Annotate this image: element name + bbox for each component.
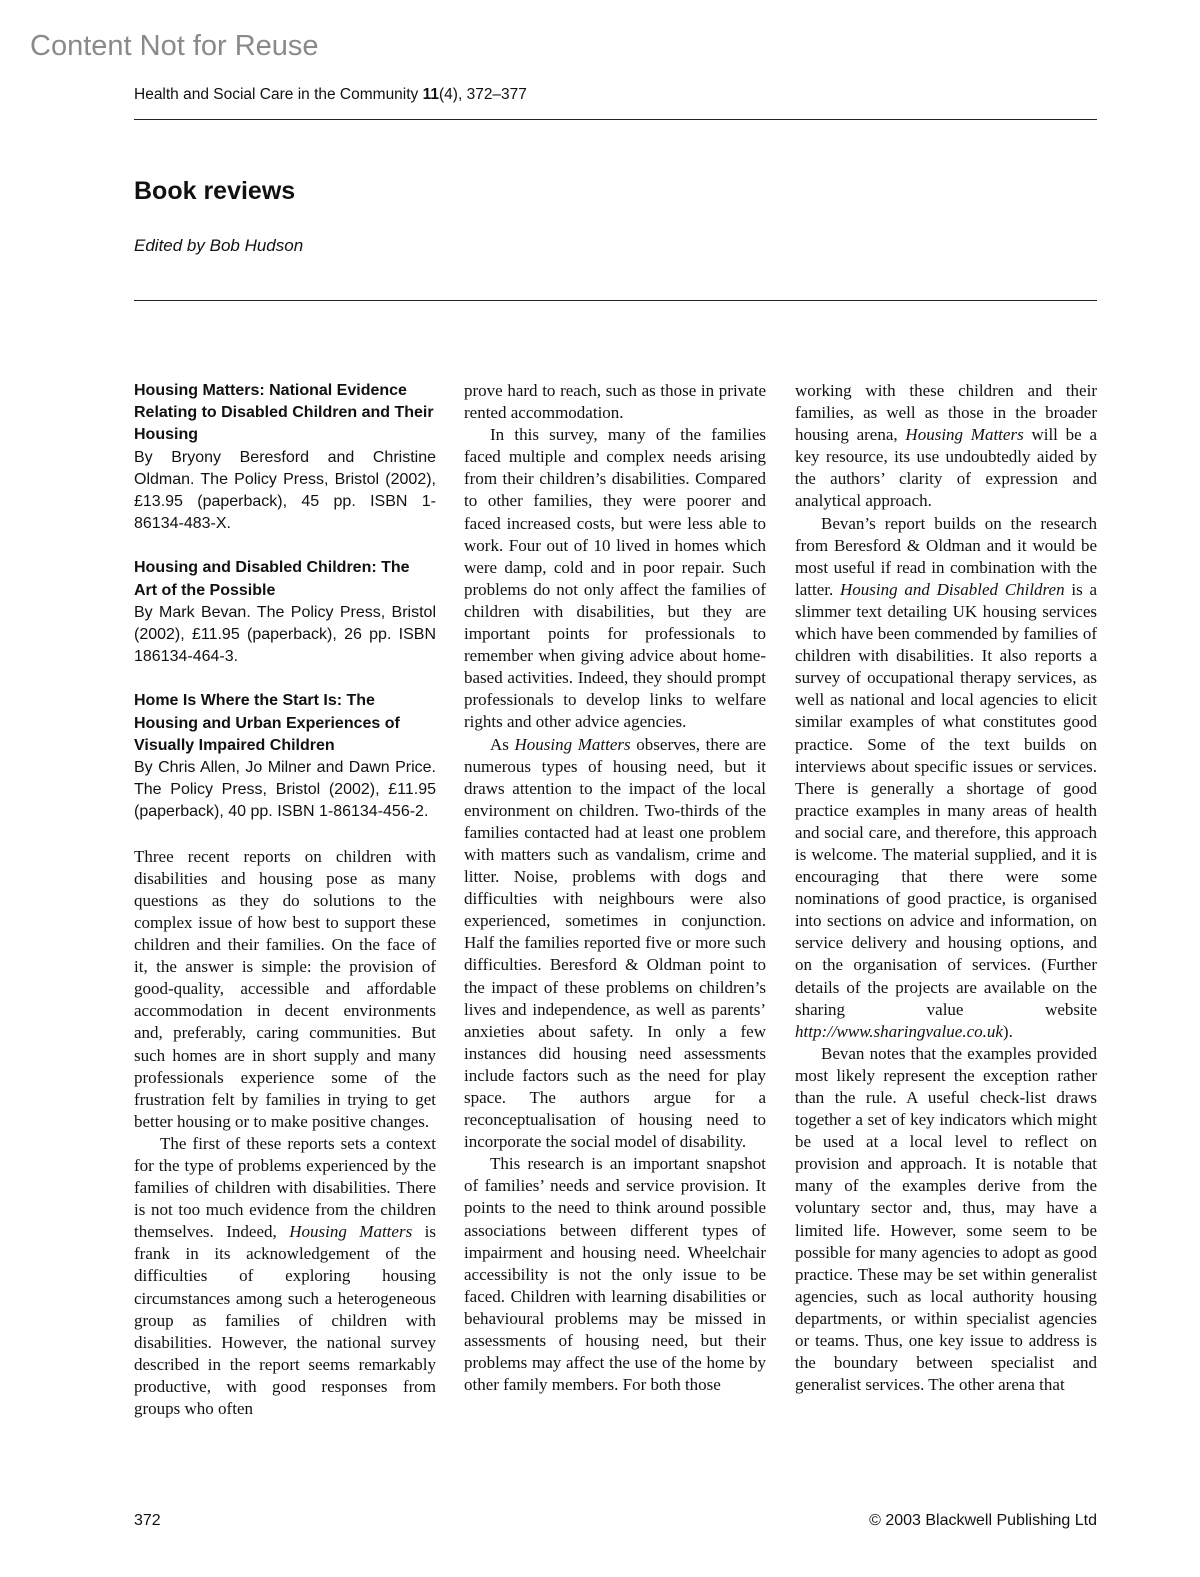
body-paragraph: Bevan notes that the examples provided most likely represent the exception rather than the rule. A useful check-list draws together a set of key indicators which might be used at a local level to reflect on provision and approach. It is notable that many of the examples derive from the voluntary sector and, thus, may have a limited life. However, some seem to be possible for many agencies to adopt as good practice. These may be set within generalist agencies, such as local authority housing departments, or within specialist agencies or teams. Thus, one key issue to address is the boundary between specialist and generalist services. The other arena that xyxy=(795,1043,1097,1395)
book-title-ref: Housing Matters xyxy=(289,1222,413,1242)
book-details: By Chris Allen, Jo Milner and Dawn Price. The Policy Press, Bristol (2002), £11.95 (paperback), 40 pp. ISBN 1-86134-456-2. xyxy=(134,759,436,821)
journal-name: Health and Social Care in the Community xyxy=(134,86,419,103)
text-run: ). xyxy=(1002,1021,1013,1041)
book-title-ref: Housing Matters xyxy=(514,734,631,754)
journal-volume: 11 xyxy=(422,86,440,103)
text-run: observes, there are numerous types of housing need, but it draws attention to the impact of the local environment on children. Two-thirds of the families contacted had at least one problem with matters such as vandalism, crime and litter. Noise, problems with dogs and difficulties with neighbours were also experienced, sometimes in conjunction. Half the families reported five or more such difficulties. Beresford & Oldman point to the impact of these problems on children’s lives and independence, as well as parents’ anxieties about safety. In only a few instances did housing need assessments include factors such as the need for play space. The authors argue for a reconceptualisation of housing need to incorporate the social model of disability. xyxy=(464,734,766,1152)
book-title: Home Is Where the Start Is: The Housing and Urban Experiences of Visually Impaired Children xyxy=(134,692,400,754)
copyright: © 2003 Blackwell Publishing Ltd xyxy=(869,1512,1097,1529)
text-run: The first of these reports sets a context for the type of problems experienced by the families of children with disabilities. There is not too much evidence from the children themselves. Indeed, xyxy=(134,1133,436,1242)
book-title-ref: Housing and Disabled Children xyxy=(840,579,1065,599)
page-number: 372 xyxy=(134,1512,161,1529)
book-entry xyxy=(134,690,436,823)
book-title: Housing Matters: National Evidence Relating to Disabled Children and Their Housing xyxy=(134,382,434,444)
body-paragraph: In this survey, many of the families faced multiple and complex needs arising from their children’s disabilities. Compared to other families, they were poorer and faced increased costs, but were less able to work. Four out of 10 lived in homes which were damp, cold and in poor repair. Such problems do not only affect the families of children with disabilities, but they are important points for professionals to remember when giving advice about home-based activities. Indeed, they should prompt professionals to develop links to welfare rights and other advice agencies. xyxy=(464,425,766,732)
text-run: Bevan’s report builds on the research from Beresford & Oldman and it would be most useful if read in combination with the latter. xyxy=(795,513,1097,599)
section-rule xyxy=(134,300,1097,301)
column-2 xyxy=(464,380,766,1396)
text-run: is frank in its acknowledgement of the difficulties of exploring housing circumstances among such a heterogeneous group as families of children with disabilities. However, the national survey described in the report seems remarkably productive, with good responses from groups who often xyxy=(134,1222,436,1418)
text-run: working with these children and their families, as well as those in the broader housing arena, xyxy=(795,381,1097,445)
watermark: Content Not for Reuse xyxy=(30,30,319,62)
text-run: As xyxy=(490,734,515,754)
body-paragraph xyxy=(464,734,766,1154)
book-details: By Bryony Beresford and Christine Oldman. The Policy Press, Bristol (2002), £13.95 (paperback), 45 pp. ISBN 1-86134-483-X. xyxy=(134,448,436,533)
text-run: is a slimmer text detailing UK housing services which have been commended by families of children with disabilities. It also reports a survey of occupational therapy services, as well as national and local agencies to elicit similar examples of what constitutes good practice. Some of the text builds on interviews about specific issues or services. There is generally a shortage of good practice examples in many areas of health and social care, and therefore, this approach is welcome. The material supplied, and it is encouraging that there were some nominations of good practice, is organised into sections on advice and information, on service delivery and housing options, and on the organisation of services. (Further details of the projects are available on the sharing value website xyxy=(795,579,1097,1019)
book-entry xyxy=(134,557,436,668)
book-entry xyxy=(134,380,436,535)
header-rule xyxy=(134,119,1097,120)
book-title-ref: Housing Matters xyxy=(905,425,1024,445)
journal-header xyxy=(134,86,527,104)
body-paragraph: This research is an important snapshot of families’ needs and service provision. It points to the need to think around possible associations between different types of impairment and housing need. Wheelchair accessibility is not the only issue to be faced. Children with learning disabilities or behavioural problems may be missed in assessments of housing need, but their problems may affect the use of the home by other family members. For both those xyxy=(464,1154,766,1395)
book-title: Housing and Disabled Children: The Art of the Possible xyxy=(134,559,410,599)
section-editor: Edited by Bob Hudson xyxy=(134,236,304,255)
journal-issue-pages: (4), 372–377 xyxy=(439,86,527,103)
body-paragraph xyxy=(795,380,1097,513)
website-url: http://www.sharingvalue.co.uk xyxy=(795,1021,1003,1041)
body-paragraph: prove hard to reach, such as those in private rented accommodation. xyxy=(464,381,766,423)
section-title: Book reviews xyxy=(134,177,296,205)
body-paragraph xyxy=(134,1133,436,1420)
body-paragraph xyxy=(795,513,1097,1043)
text-run: will be a key resource, its use undoubtedly aided by the authors’ clarity of expression and analytical approach. xyxy=(795,425,1098,511)
book-details: By Mark Bevan. The Policy Press, Bristol (2002), £11.95 (paperback), 26 pp. ISBN 186134-464-3. xyxy=(134,603,436,666)
column-1 xyxy=(134,380,436,1420)
body-paragraph: Three recent reports on children with disabilities and housing pose as many questions as they do solutions to the complex issue of how best to support these children and their families. On the face of it, the answer is simple: the provision of good-quality, accessible and affordable accommodation in decent environments and, preferably, caring communities. But such homes are in short supply and many professionals experience some of the frustration felt by families in trying to get better housing or to make positive changes. xyxy=(134,846,436,1131)
column-3 xyxy=(795,380,1097,1396)
